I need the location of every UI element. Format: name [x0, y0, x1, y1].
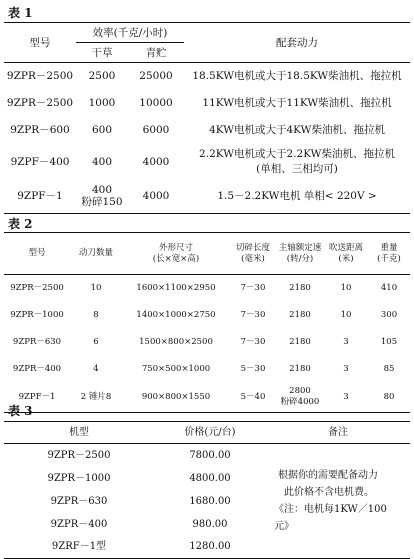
t2-header-distance-unit: (米) [338, 253, 354, 264]
t2-blades: 6 [93, 336, 99, 347]
t2-model: 9ZPR－1000 [10, 309, 64, 320]
table2 [4, 232, 410, 413]
t1-model: 9ZPR－600 [10, 124, 70, 136]
t2-header-size: 外形尺寸 [158, 242, 193, 253]
t2-header-speed-unit: (转/分) [286, 253, 314, 264]
t1-dry: 400 [91, 184, 113, 197]
t2-model: 9ZPR－2500 [10, 282, 64, 293]
table-row [4, 275, 410, 302]
t2-header-blades: 动刀数量 [78, 248, 113, 258]
t3-note-line: 根据你的需要配备动力 [278, 470, 378, 481]
t3-header-price: 价格(元/台) [184, 427, 236, 438]
t1-dry-crush: 粉碎150 [81, 196, 123, 209]
t1-dry: 600 [91, 124, 113, 136]
t2-speed: 2180 [289, 336, 311, 347]
t3-price: 4800.00 [189, 472, 231, 484]
t2-distance: 3 [343, 363, 349, 374]
table-row [4, 180, 410, 214]
t2-distance: 3 [343, 391, 349, 402]
t2-header-cut-cell [230, 233, 276, 275]
t2-header-distance-cell [324, 233, 368, 275]
t1-dry-cell [76, 180, 128, 214]
t2-speed: 2180 [289, 282, 311, 293]
t2-header-distance: 吹送距离 [328, 242, 363, 253]
t2-weight: 105 [380, 336, 398, 347]
t2-header-weight-cell [368, 233, 410, 275]
t2-weight: 410 [380, 282, 398, 293]
t3-header-note: 备注 [328, 427, 348, 438]
t2-speed: 2800 [289, 386, 311, 397]
t2-cut: 7－30 [240, 336, 266, 347]
t3-model: 9ZPR－400 [50, 518, 108, 530]
t2-blades: 10 [90, 282, 102, 293]
t2-speed: 2180 [289, 363, 311, 374]
table1 [4, 22, 410, 214]
t2-header-cut-unit: (毫米) [241, 253, 265, 264]
t2-header-size-dims: (长×宽×高) [152, 253, 200, 264]
t1-header-green: 青贮 [145, 46, 167, 59]
t2-weight: 85 [383, 363, 395, 374]
t2-header-speed: 主轴额定速 [278, 242, 322, 253]
t3-price: 980.00 [192, 518, 228, 530]
t2-speed-cell [276, 383, 324, 413]
t3-note-line: 《注：电机每1KW／100 [274, 504, 387, 515]
t2-header-speed-cell [276, 233, 324, 275]
t3-model: 9ZRF－1型 [51, 541, 107, 553]
t2-size: 1400×1000×2750 [136, 309, 216, 320]
t1-power: 4KW电机或大于4KW柴油机、拖拉机 [209, 124, 385, 136]
t2-blades: 2 锤片8 [80, 391, 112, 402]
t1-power: 11KW电机或大于11KW柴油机、拖拉机 [202, 97, 392, 109]
t1-model: 9ZPR－2500 [6, 70, 74, 83]
table-row [4, 444, 410, 467]
t2-header-cut: 切碎长度 [235, 242, 270, 253]
t2-header-weight: 重量 [380, 242, 398, 253]
t1-green: 6000 [142, 124, 170, 136]
table2-caption: 表 2 [8, 217, 33, 231]
t2-header-model: 型号 [28, 248, 46, 258]
table-row [4, 356, 410, 383]
t1-green: 4000 [142, 155, 170, 168]
table-row [4, 302, 410, 329]
t1-power: 1.5－2.2KW电机 单相< 220V > [217, 190, 377, 203]
t2-size: 900×800×1550 [141, 391, 211, 402]
t1-dry: 400 [91, 155, 113, 168]
t2-size: 750×500×1000 [141, 363, 211, 374]
t1-model: 9ZPF－400 [10, 155, 70, 168]
t3-price: 7800.00 [189, 449, 231, 461]
t2-header-size-cell [122, 233, 230, 275]
t2-cut: 7－30 [240, 282, 266, 293]
t1-header-model: 型号 [4, 23, 76, 63]
t3-model: 9ZPR－2500 [47, 449, 111, 461]
t2-blades: 8 [93, 309, 99, 320]
t3-note-line: 元》 [274, 521, 294, 532]
table-row [4, 383, 410, 413]
t3-model: 9ZPR－630 [50, 495, 108, 507]
table-row [4, 144, 410, 180]
t2-blades: 4 [93, 363, 99, 374]
t1-dry: 2500 [88, 70, 116, 83]
t2-model: 9ZPR－400 [12, 363, 62, 374]
t2-cut: 5－30 [240, 363, 266, 374]
t1-green: 10000 [139, 97, 173, 109]
t2-cut: 7－30 [240, 309, 266, 320]
t2-distance: 3 [343, 336, 349, 347]
table1-caption: 表 1 [8, 6, 33, 20]
t3-note-cell [266, 444, 410, 559]
t1-power-note: (单相、三相均可) [256, 163, 338, 175]
t2-header-weight-unit: (千克) [377, 253, 401, 264]
t1-power: 18.5KW电机或大于18.5KW柴油机、拖拉机 [192, 70, 402, 83]
t2-model: 9ZPR－630 [12, 336, 62, 347]
t2-size: 1500×800×2500 [139, 336, 213, 347]
t1-model: 9ZPR－2500 [6, 97, 74, 109]
t3-price: 1280.00 [189, 541, 231, 553]
t2-model: 9ZPF－1 [18, 391, 56, 402]
t1-header-dry: 干草 [91, 46, 113, 59]
t2-speed-crush: 粉碎4000 [280, 397, 320, 408]
table-row [4, 63, 410, 90]
t2-cut: 5－40 [240, 391, 266, 402]
t2-distance: 10 [340, 282, 352, 293]
t2-weight: 80 [383, 391, 395, 402]
t3-header-model: 机型 [69, 427, 89, 438]
t1-power-cell [184, 144, 410, 180]
t1-power: 2.2KW电机或大于2.2KW柴油机、拖拉机 [199, 148, 395, 160]
table-row [4, 90, 410, 117]
t2-weight: 300 [380, 309, 398, 320]
t3-price: 1680.00 [189, 495, 231, 507]
t1-dry: 1000 [88, 97, 116, 109]
t1-header-efficiency: 效率(千克/小时) [76, 23, 184, 43]
table3-caption: 表 3 [8, 404, 33, 418]
t2-size: 1600×1100×2950 [136, 282, 216, 293]
table-row [4, 329, 410, 356]
table-row [4, 117, 410, 144]
t1-green: 25000 [139, 70, 173, 83]
t2-speed: 2180 [289, 309, 311, 320]
t2-distance: 10 [340, 309, 352, 320]
table3 [4, 421, 410, 559]
t3-model: 9ZPR－1000 [47, 472, 111, 484]
t1-header-power: 配套动力 [184, 23, 410, 63]
t1-model: 9ZPF－1 [17, 190, 63, 203]
t3-note-line: 此价格不含电机费。 [284, 487, 374, 498]
t1-green: 4000 [142, 190, 170, 203]
